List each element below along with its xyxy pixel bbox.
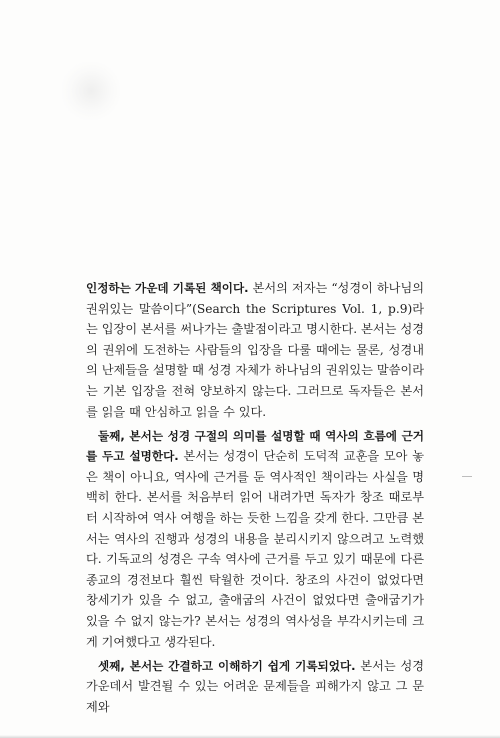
margin-mark <box>462 476 472 477</box>
scan-smudge <box>62 62 120 120</box>
paragraph-body: 본서의 저자는 “성경이 하나님의 권위있는 말씀이다”(Search the Scriptures Vol. 1, p.9)라는 입장이 본서를 써나가는 출발점이라고 명시한다. 본서는 성경의 권위에 도전하는 사람들의 입장을 다룰 때에는 물론, 성경내의 난제들을 설명할 때 성경 자체가 하나님의 권위있는 말씀이라는 기본 입장을 전혀 양보하지 않는다. 그러므로 독자들은 본서를 읽을 때 안심하고 읽을 수 있다. <box>86 281 425 419</box>
paragraph-lead: 둘째, 본서는 성경 구절의 의미를 설명할 때 역사의 흐름에 근거를 두고 설명한다. <box>86 428 424 464</box>
paragraph-body: 본서는 성경 가운데서 발견될 수 있는 어려운 문제들을 피해가지 않고 그 문제와 <box>86 658 425 714</box>
paragraph-lead: 셋째, 본서는 간결하고 이해하기 쉽게 기록되었다. <box>98 658 356 673</box>
paragraph <box>86 426 424 653</box>
body-text <box>86 278 424 717</box>
paragraph <box>86 656 424 718</box>
paragraph-lead: 인정하는 가운데 기록된 책이다. <box>86 281 249 295</box>
paragraph <box>86 278 424 422</box>
paragraph-body: 본서는 성경이 단순히 도덕적 교훈을 모아 놓은 책이 아니요, 역사에 근거를 둔 역사적인 책이라는 사실을 명백히 한다. 본서를 처음부터 읽어 내려가면 독자가 창조 때로부터 시작하여 역사 여행을 하는 듯한 느낌을 갖게 한다. 그만큼 본서는 역사의 진행과 성경의 내용을 분리시키지 않으려고 노력했다. 기독교의 성경은 구속 역사에 근거를 두고 있기 때문에 다른 종교의 경전보다 훨씬 탁월한 것이다. 창조의 사건이 없었다면 창세기가 있을 수 없고, 출애굽의 사건이 없었다면 출애굽기가 있을 수 없지 않는가? 본서는 성경의 역사성을 부각시키는데 크게 기여했다고 생각된다. <box>86 449 424 649</box>
